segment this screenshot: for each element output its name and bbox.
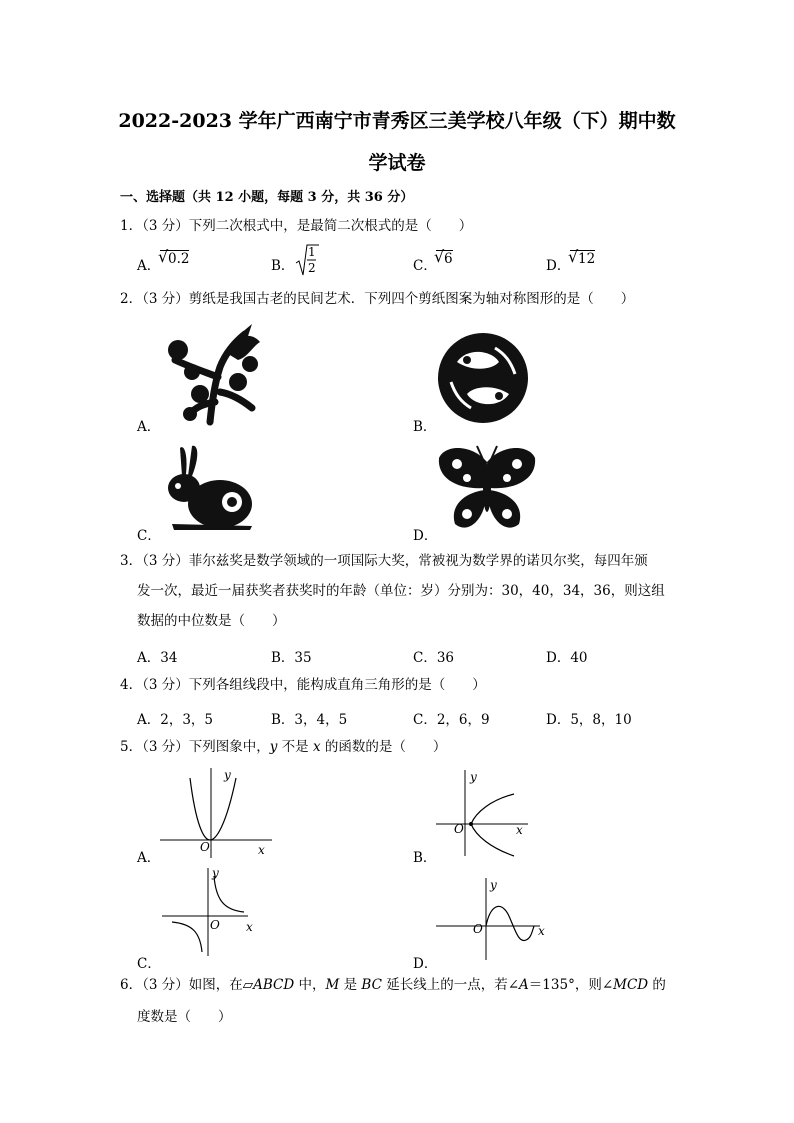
q5-c-axis-x: x (246, 920, 253, 934)
q6-angle-a: A (519, 977, 529, 993)
question-3-line2: 发一次，最近一届获奖者获奖时的年龄（单位：岁）分别为：30，40，34，36，则这组 (137, 583, 665, 599)
q5-b-axis-x: x (516, 823, 523, 837)
q5-d-axis-x: x (538, 924, 545, 938)
q5-a-axis-x: x (258, 843, 265, 857)
q6-segment-bc: BC (361, 977, 382, 993)
q6-parallelogram: ▱ABCD (242, 977, 295, 993)
q1-option-d-label: D． (546, 258, 571, 274)
q2-option-a-label: A． (137, 419, 161, 435)
q5-var-x: x (312, 739, 321, 755)
q1-option-b-label: B． (271, 258, 295, 274)
q5-c-origin: O (210, 918, 220, 932)
q6-text-pre: 6．（3 分）如图，在 (120, 977, 243, 993)
q1-option-c-label: C． (413, 258, 437, 274)
q6-point-m: M (325, 977, 340, 993)
q3-option-d: D．40 (546, 650, 588, 666)
q6-text-mid1: 中， (294, 977, 326, 993)
q5-var-y: y (269, 739, 278, 755)
question-4-stem: 4．（3 分）下列各组线段中，能构成直角三角形的是（ ） (120, 677, 486, 693)
q3-option-b: B．35 (271, 650, 312, 666)
exam-title-line1: 2022-2023 学年广西南宁市青秀区三美学校八年级（下）期中数 (118, 110, 676, 132)
q6-angle-mcd: MCD (613, 977, 649, 993)
q5-d-axis-y: y (490, 878, 497, 892)
q6-text-end: 的 (648, 977, 666, 993)
q1-c-radicand: 6 (444, 251, 453, 267)
q1-a-radicand: 0.2 (168, 251, 190, 267)
papercut-circle-fish-image (437, 332, 529, 424)
q4-option-d: D．5，8，10 (546, 712, 632, 728)
q5-c-axis-y: y (212, 866, 219, 880)
exam-title-line2: 学试卷 (368, 152, 426, 174)
q5-a-axis-y: y (224, 768, 231, 782)
papercut-butterfly-image (437, 442, 537, 534)
question-6-line2: 度数是（ ） (137, 1009, 232, 1025)
q1-option-b-value (295, 243, 319, 277)
q1-option-a-value (158, 247, 190, 267)
q1-b-denominator: 2 (308, 261, 316, 275)
papercut-rabbit-image (162, 444, 254, 532)
sqrt-icon: √ (568, 247, 579, 266)
q2-option-c-label: C． (137, 528, 161, 544)
q4-option-b: B．3，4，5 (271, 712, 348, 728)
q5-stem-pre: 5．（3 分）下列图象中， (120, 739, 270, 755)
q5-graph-c-hyperbola (160, 866, 260, 958)
q6-text-mid2: 是 (339, 977, 362, 993)
q5-b-origin: O (454, 822, 464, 836)
q5-option-c-label: C． (137, 956, 161, 972)
q5-option-b-label: B． (413, 850, 437, 866)
question-3-line1: 3．（3 分）菲尔兹奖是数学领域的一项国际大奖，常被视为数学界的诺贝尔奖，每四年颁 (120, 553, 648, 569)
q4-option-a: A．2，3，5 (137, 712, 214, 728)
q1-option-d-value (568, 247, 596, 267)
q3-option-c: C．36 (413, 650, 455, 666)
question-3-line3: 数据的中位数是（ ） (137, 613, 286, 629)
papercut-plum-branch-image (160, 322, 265, 426)
question-2-stem: 2．（3 分）剪纸是我国古老的民间艺术．下列四个剪纸图案为轴对称图形的是（ ） (120, 291, 635, 307)
question-1-stem: 1．（3 分）下列二次根式中，是最简二次根式的是（ ） (120, 218, 473, 234)
question-6-line1 (120, 977, 666, 993)
q5-stem-post: 的函数的是（ ） (320, 739, 447, 755)
q6-text-mid3: 延长线上的一点，若∠ (381, 977, 520, 993)
q1-option-a-label: A． (137, 258, 161, 274)
question-5-stem (120, 739, 446, 755)
sqrt-icon: √ (434, 247, 445, 266)
q4-option-c: C．2，6，9 (413, 712, 490, 728)
q1-option-c-value (434, 247, 453, 267)
q5-graph-b-sideways-parabola (436, 768, 536, 860)
q1-b-numerator: 1 (308, 245, 316, 259)
q5-d-origin: O (473, 922, 483, 936)
q1-d-radicand: 12 (578, 251, 596, 267)
q2-option-b-label: B． (413, 419, 437, 435)
q5-a-origin: O (200, 840, 210, 854)
q5-option-a-label: A． (137, 850, 161, 866)
q6-text-mid4: ＝135°，则∠ (528, 977, 614, 993)
q5-b-axis-y: y (470, 770, 477, 784)
q5-stem-mid: 不是 (277, 739, 313, 755)
sqrt-icon: √ (158, 247, 169, 266)
q5-option-d-label: D． (413, 956, 438, 972)
section-heading: 一、选择题（共 12 小题，每题 3 分，共 36 分） (120, 190, 414, 205)
q3-option-a: A．34 (137, 650, 178, 666)
q2-option-d-label: D． (413, 528, 438, 544)
